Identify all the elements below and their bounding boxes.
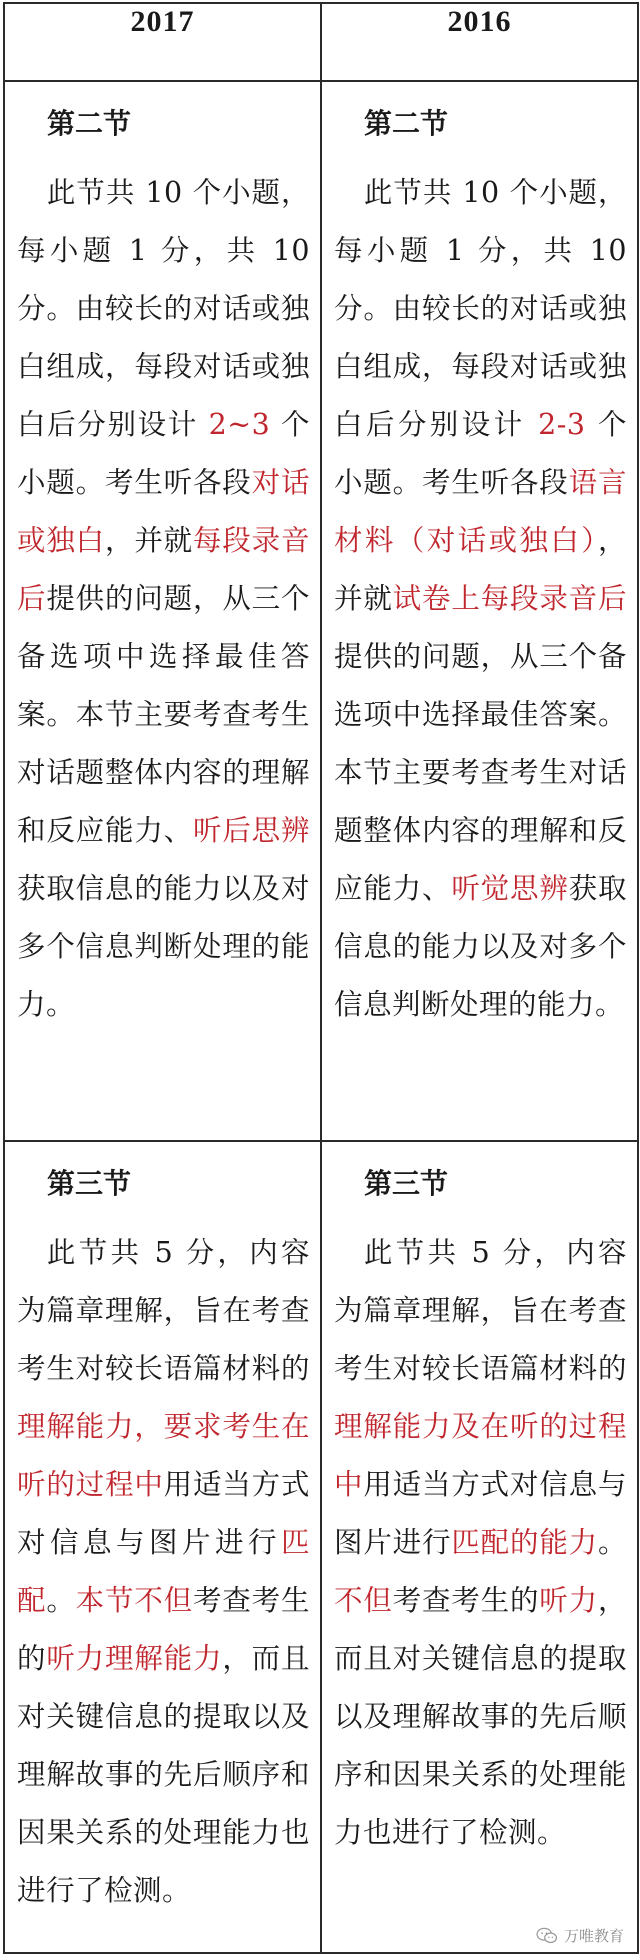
section-title: 第三节	[47, 1167, 132, 1200]
section-three-row	[4, 1141, 638, 1953]
highlighted-text: 理解能力及在听的过程中	[334, 1410, 627, 1501]
body-text: 用适当方式对信息与图片进行	[17, 1468, 310, 1559]
watermark	[536, 1925, 624, 1946]
section-body	[334, 1224, 627, 1862]
highlighted-text: 试卷上每段录音后	[392, 582, 627, 615]
highlighted-text: 本节不但	[75, 1584, 193, 1617]
highlighted-text: 每段录音后	[17, 524, 310, 615]
body-text: 提供的问题，从三个备选项中选择最佳答案。本节主要考查考生对话题整体内容的理解和反应能力、	[17, 582, 310, 847]
highlighted-text: 理解能力，要求考生在听的过程中	[17, 1410, 310, 1501]
highlighted-text: 听力	[539, 1584, 598, 1617]
body-text: 此节共 10 个小题，每小题 1 分，共 10 分。由较长的对话或独白组成，每段对话或独白后分别设计	[334, 176, 627, 441]
highlighted-text: 匹配	[17, 1526, 310, 1617]
header-row	[4, 3, 638, 81]
body-text: ，而且对关键信息的提取以及理解故事的先后顺序和因果关系的处理能力也进行了检测。	[334, 1584, 627, 1849]
year-header-2016: 2016	[321, 3, 638, 81]
body-text: 用适当方式对信息与图片进行	[334, 1468, 627, 1559]
highlighted-text: 匹配的能力	[451, 1526, 598, 1559]
body-text: ，并就	[105, 524, 193, 557]
section-body	[17, 1224, 310, 1920]
highlighted-text: 2~3	[208, 408, 271, 441]
body-text: 此节共 5 分，内容为篇章理解，旨在考查考生对较长语篇材料的	[17, 1236, 310, 1385]
body-text: ，并就	[334, 524, 627, 615]
highlighted-text: 语言材料（对话或独白）	[334, 466, 627, 557]
year-header-2017: 2017	[4, 3, 321, 81]
section-two-row	[4, 81, 638, 1141]
highlighted-text: 不但	[334, 1584, 393, 1617]
body-text: ，而且对关键信息的提取以及理解故事的先后顺序和因果关系的处理能力也进行了检测。	[17, 1642, 310, 1907]
comparison-table	[3, 2, 639, 1954]
cell-2016-section-three	[321, 1141, 638, 1953]
section-title: 第三节	[364, 1167, 449, 1200]
body-text: 此节共 5 分，内容为篇章理解，旨在考查考生对较长语篇材料的	[334, 1236, 627, 1385]
cell-2017-section-three	[4, 1141, 321, 1953]
highlighted-text: 听觉思辨	[451, 872, 569, 905]
section-title: 第二节	[47, 107, 132, 140]
body-text: 获取信息的能力以及对多个信息判断处理的能力。	[334, 872, 627, 1021]
body-text: 考查考生的	[392, 1584, 540, 1617]
body-text: 。	[597, 1526, 627, 1559]
cell-2016-section-two	[321, 81, 638, 1141]
watermark-text: 万唯教育	[563, 1927, 624, 1945]
body-text: 获取信息的能力以及对多个信息判断处理的能力。	[17, 872, 310, 1021]
wechat-icon	[536, 1927, 558, 1945]
highlighted-text: 2-3	[538, 408, 586, 441]
body-text: 。	[46, 1584, 76, 1617]
cell-2017-section-two	[4, 81, 321, 1141]
highlighted-text: 听后思辨	[192, 814, 310, 847]
body-text: 考查考生的	[17, 1584, 310, 1675]
highlighted-text: 听力理解能力	[46, 1642, 223, 1675]
section-body	[334, 164, 627, 1034]
body-text: 此节共 10 个小题，每小题 1 分，共 10 分。由较长的对话或独白组成，每段对话或独白后分别设计	[17, 176, 310, 441]
highlighted-text: 对话或独白	[17, 466, 310, 557]
section-body	[17, 164, 310, 1034]
body-text: 提供的问题，从三个备选项中选择最佳答案。本节主要考查考生对话题整体内容的理解和反应能力、	[334, 640, 627, 905]
body-text: 个小题。考生听各段	[17, 408, 311, 499]
body-text: 个小题。考生听各段	[334, 408, 628, 499]
section-title: 第二节	[364, 107, 449, 140]
